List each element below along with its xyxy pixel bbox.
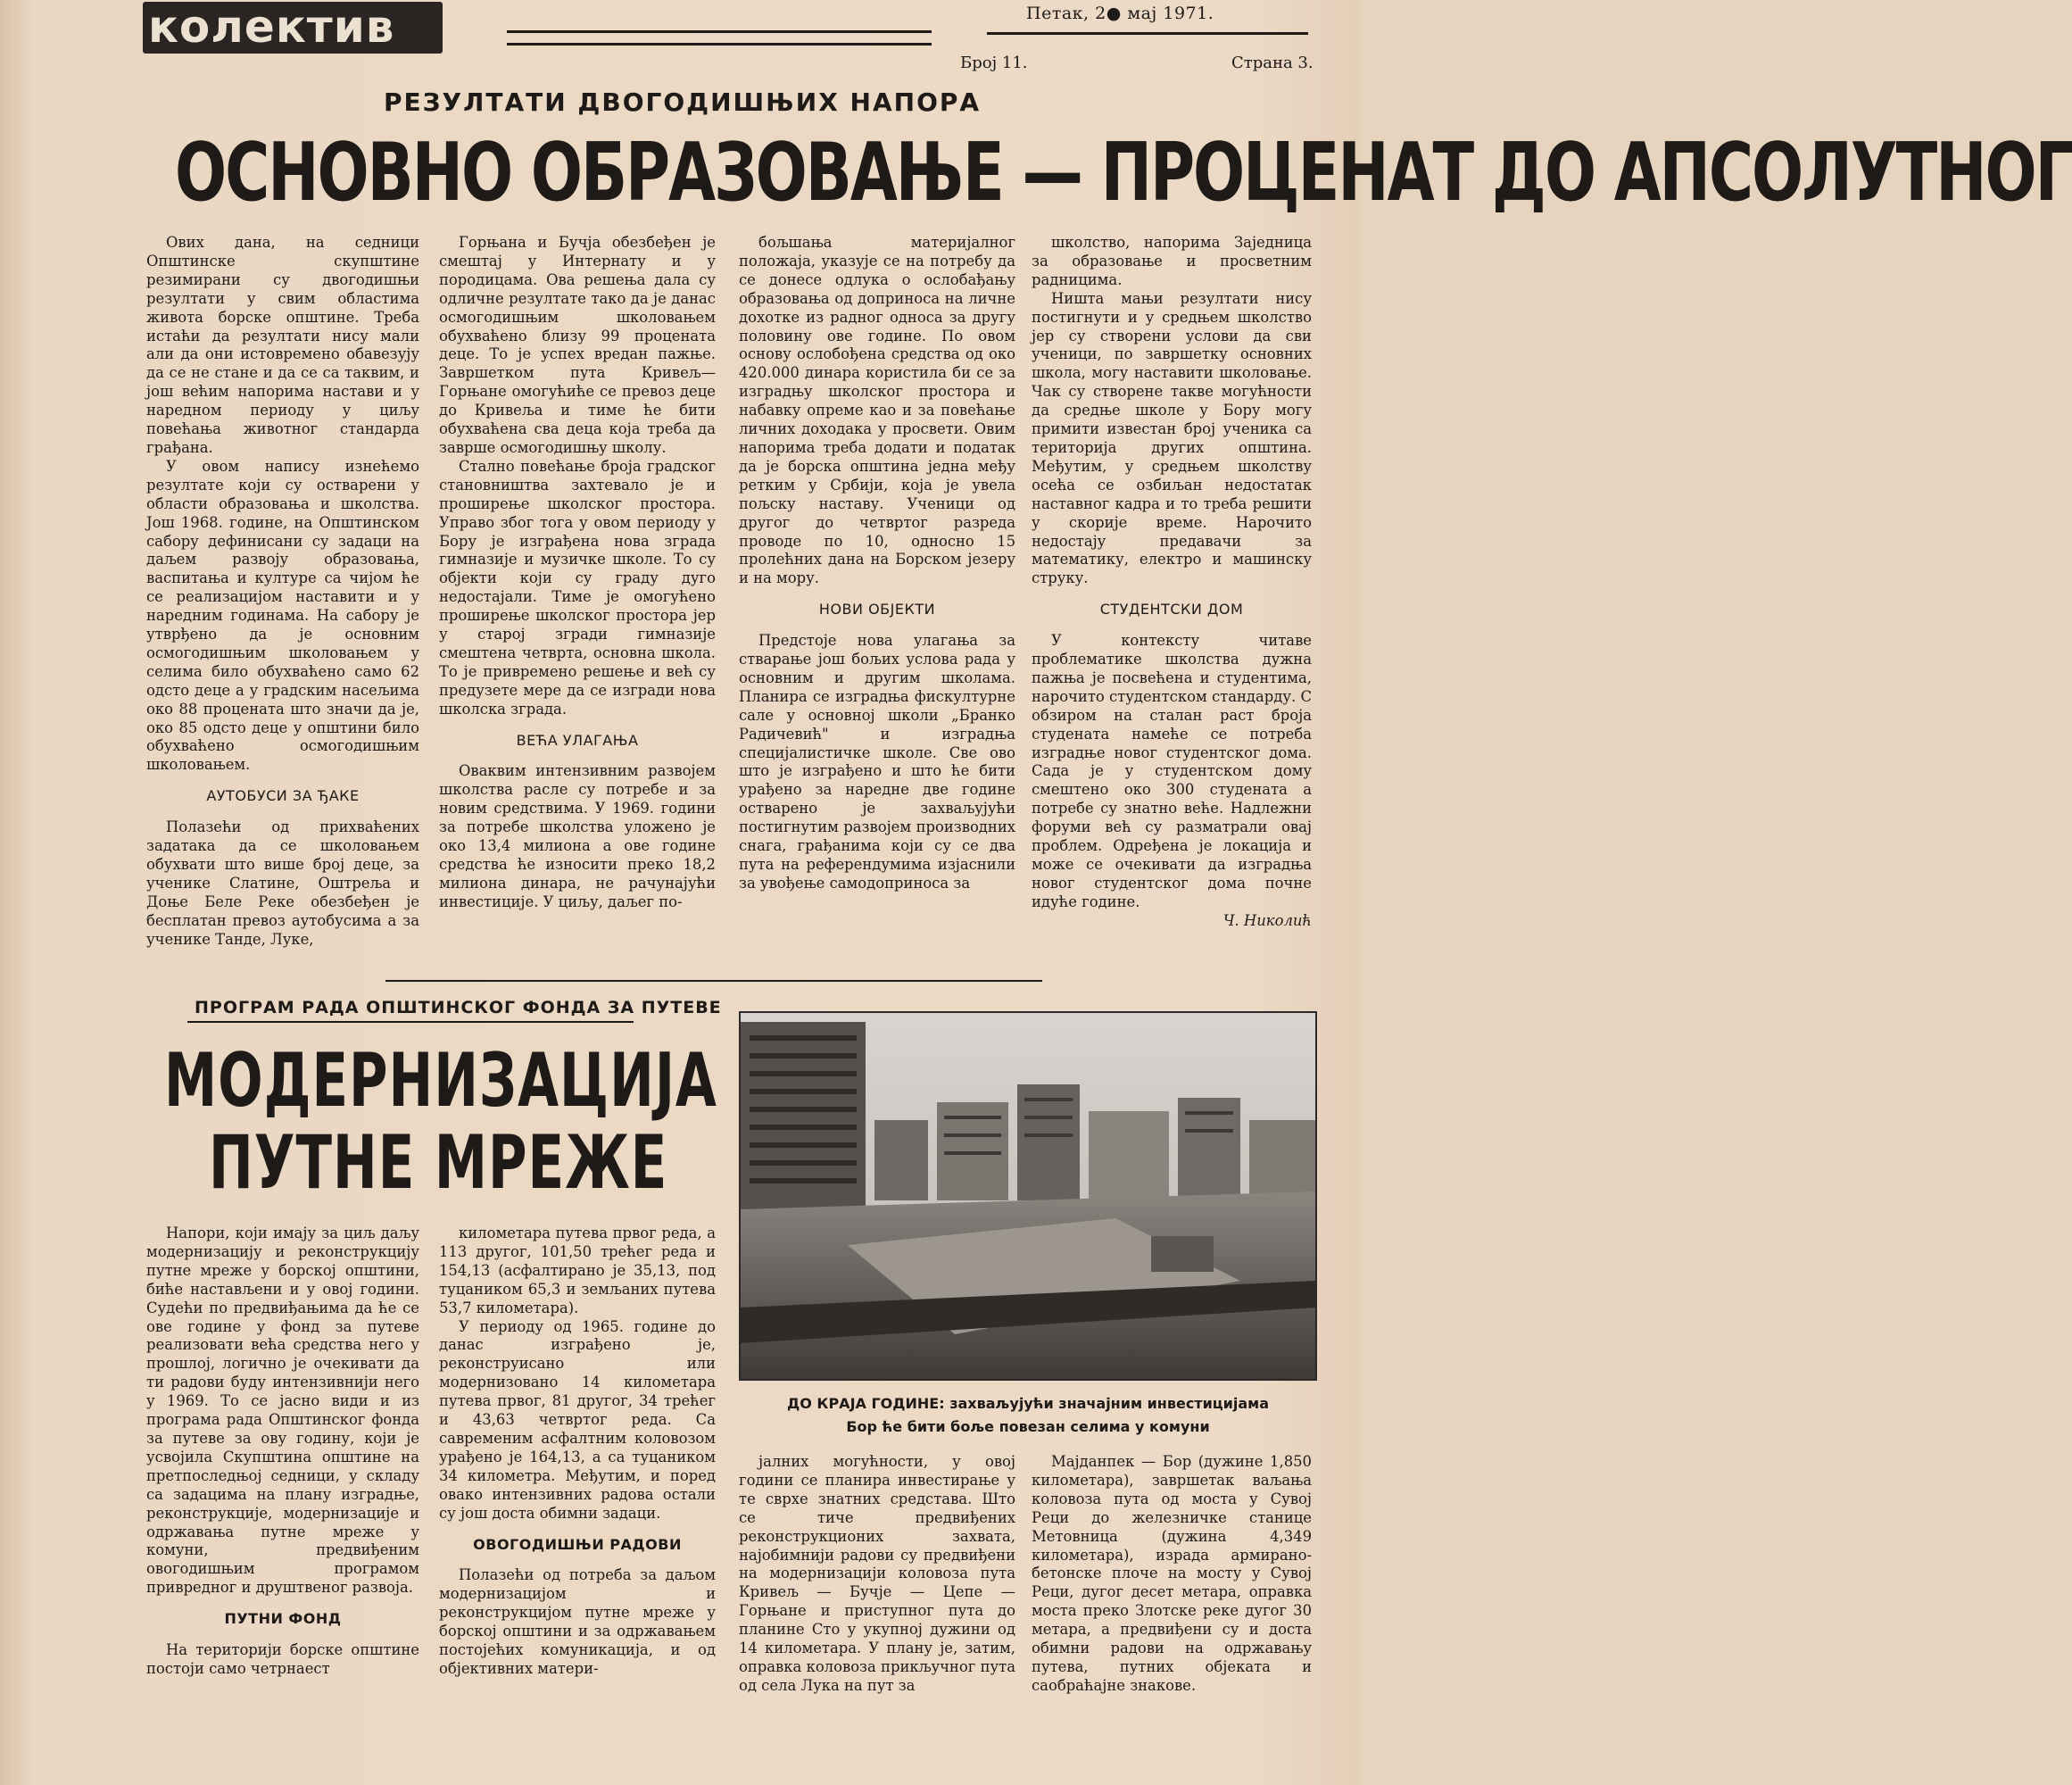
kicker-underline bbox=[187, 1021, 634, 1023]
paragraph: У овом напису изнећемо резултате који су остварени у области образовања и школства. Још 1968. године, на Општинском сабору дефинисани су задаци на даљем развоју образовања, васпитања и културе са чијом ће се реализацијом наставити и у наредним годинама. На сабору је утврђено да је основним осмогодишњим школовањем у селима било обухваћено само 62 одсто деце а у градским насељима око 88 процената што значи да је, око 85 одсто деце у општини било обухваћено осмогодишњим школовањем. bbox=[146, 457, 419, 774]
paragraph: У периоду од 1965. године до данас изграђено је, реконструисано или модернизовано 14 километара путева првог, 81 другог, 34 трећег и 43,63 четвртог реда. Са савременим асфалтним коловозом урађено је 164,13, а са туцаником 34 километра. Међутим, и поред овако интензивних радова остали су још доста обимни задаци. bbox=[439, 1317, 716, 1522]
paragraph: Полазећи од потреба за даљом модернизацијом и реконструкцијом путне мреже у борској општини и за одржавањем постојећих комуникација, и од објективних матери- bbox=[439, 1566, 716, 1677]
masthead-rule bbox=[507, 30, 932, 33]
paragraph: школство, напорима Заједница за образовање и просветним радницима. bbox=[1032, 234, 1312, 288]
article-column bbox=[146, 234, 419, 957]
byline: Ч. Николић bbox=[1222, 911, 1312, 929]
issue-date: Петак, 2● мај 1971. bbox=[1026, 4, 1214, 23]
paragraph: Предстоје нова улагања за стварање још бољих услова рада у основним и другим школама. Планира се изградња фискултурне сале у основној школи „Бранко Радичевић" и изградња специјалистичке школе. Све ово што је изграђено и што ће бити урађено за наредне две године остварено је захваљујући постигнутим развојем производних снага, грађанима који су се два пута на референдумима изјаснили за увођење самодоприноса за bbox=[739, 632, 1015, 892]
paragraph: Оваквим интензивним развојем школства расле су потребе и за новим средствима. У 1969. години за потребе школства уложено је око 13,4 милиона а ове године средства ће износити преко 18,2 милиона динара, не рачунајући инвестиције. У циљу, даљег по- bbox=[439, 762, 716, 910]
article-column bbox=[1032, 1453, 1312, 1756]
paragraph: У контексту читаве проблематике школства дужна пажња је посвећена и студентима, нарочито студентском стандарду. С обзиром на сталан раст броја студената намеће се потреба изградње новог студентског дома. Сада је у студентском дому смештено око 300 студената а потребе су знатно веће. Надлежни форуми већ су разматрали овај проблем. Одређена је локација и може се очекивати да изградња новог студентског дома почне идуће године. bbox=[1032, 632, 1312, 910]
masthead-rule bbox=[987, 32, 1308, 35]
page-number: Страна 3. bbox=[1231, 54, 1314, 72]
article-column bbox=[439, 234, 716, 957]
caption-line: ДО КРАЈА ГОДИНЕ: захваљујући значајним инвестицијама bbox=[786, 1395, 1270, 1412]
article-headline: ОСНОВНО ОБРАЗОВАЊЕ — ПРОЦЕНАТ ДО АПСОЛУТНОГ bbox=[175, 125, 2072, 220]
issue-number: Број 11. bbox=[960, 54, 1028, 72]
section-divider bbox=[385, 980, 1042, 982]
section-heading: СТУДЕНТСКИ ДОМ bbox=[1099, 601, 1244, 619]
article-column bbox=[1032, 234, 1312, 966]
paragraph: бољшања материјалног положаја, указује се на потребу да се донесе одлука о ослобађању образовања од доприноса на личне дохотке из радног односа за другу половину ове године. По овом основу ослобођена средства од око 420.000 динара користила би се за изградњу школског простора и набавку опреме као и за повећање личних доходака у просвети. Овим напорима треба додати и податак да је борска општина једна међу ретким у Србији, која је увела пољску наставу. Ученици од другог до четвртог разреда проводе по 10, односно 15 пролећних дана на Борском језеру и на мору. bbox=[739, 234, 1015, 587]
article-kicker: ПРОГРАМ РАДА ОПШТИНСКОГ ФОНДА ЗА ПУТЕВЕ bbox=[195, 998, 722, 1017]
caption-line: Бор ће бити боље повезан селима у комуни bbox=[846, 1418, 1210, 1435]
article-column bbox=[146, 1225, 419, 1751]
paragraph: Стално повећање броја градског становништва захтевало је и проширење школског простора. Управо због тога у овом периоду у Бору је изграђена нова зграда гимназије и музичке школе. То су објекти који су граду дуго недостајали. Тиме је омогућено проширење школског простора јер у старој згради гимназије смештена четврта, основна школа. То је привремено решење и већ су предузете мере да се изгради нова школска зграда. bbox=[439, 457, 716, 718]
section-heading: ОВОГОДИШЊИ РАДОВИ bbox=[473, 1535, 682, 1553]
article-kicker: РЕЗУЛТАТИ ДВОГОДИШЊИХ НАПОРА bbox=[384, 87, 982, 117]
article-headline: ПУТНЕ МРЕЖЕ bbox=[209, 1119, 668, 1206]
masthead-rule bbox=[507, 43, 932, 46]
photo-caption bbox=[742, 1392, 1314, 1439]
section-heading: АУТОБУСИ ЗА ЂАКЕ bbox=[206, 787, 360, 805]
section-heading: ВЕЋА УЛАГАЊА bbox=[516, 731, 639, 749]
paragraph: Полазећи од прихваћених задатака да се школовањем обухвати што више број деце, за ученике Слатине, Оштреља и Доње Беле Реке обезбеђен је бесплатан превоз аутобусима а за ученике Танде, Луке, bbox=[146, 818, 419, 948]
paragraph: Горњана и Бучја обезбеђен је смештај у Интернату и у породицама. Ова решења дала су одличне резултате тако да је данас осмогодишњим школовањем обухваћено близу 99 процената деце. То је успех вредан пажње. Завршетком пута Кривељ—Горњане омогућиће се превоз деце до Кривеља и тиме ће бити обухваћена сва деца која треба да заврше осмогодишњу школу. bbox=[439, 234, 716, 456]
section-heading: ПУТНИ ФОНД bbox=[224, 1610, 342, 1628]
article-column bbox=[739, 1453, 1015, 1756]
paragraph: јалних могућности, у овој години се планира инвестирање у те сврхе знатних средстава. Што се тиче предвиђених реконструкционих захвата, најобимнији радови су предвиђени на модернизацији коловоза пута Кривељ — Бучје — Цепе — Горњане и приступног пута до планине Сто у укупној дужини од 14 километара. У плану је, затим, оправка коловоза прикључног пута од села Лука на пут за bbox=[739, 1453, 1015, 1694]
paragraph: На територији борске општине постоји само четрнаест bbox=[146, 1641, 419, 1677]
article-headline: МОДЕРНИЗАЦИЈА bbox=[164, 1037, 717, 1124]
paragraph: километара путева првог реда, а 113 другог, 101,50 трећег реда и 154,13 (асфалтирано је 35,13, под туцаником 65,3 и земљаних путева 53,7 километара). bbox=[439, 1225, 716, 1316]
article-column bbox=[439, 1225, 716, 1751]
section-heading: НОВИ ОБЈЕКТИ bbox=[818, 601, 936, 619]
paragraph: Напори, који имају за циљ даљу модернизацију и реконструкцију путне мреже у борској општини, биће настављени и у овој години. Судећи по предвиђањима да ће се ове године у фонд за путеве реализовати већа средства него у прошлој, логично је очекивати да ти радови буду интензивнији него у 1969. То се јасно види и из програма рада Општинског фонда за путеве за ову годину, који је усвојила Скупштина општине на претпоследњој седници, у складу са задацима на плану изградње, реконструкције, модернизације и одржавања путне мреже у комуни, предвиђеним овогодишњим програмом привредног и друштвеног развоја. bbox=[146, 1225, 419, 1597]
city-photo bbox=[739, 1011, 1317, 1381]
paragraph: Мајданпек — Бор (дужине 1,850 километара), завршетак ваљања коловоза пута од моста у Сувој Реци до железничке станице Метовница (дужина 4,349 километара), израда армирано-бетонске плоче на мосту у Сувој Реци, дугог десет метара, оправка моста преко Злотске реке дугог 30 метара, а предвиђени су и доста обимни радови на одржавању путева, путних објеката и саобраћајне знакове. bbox=[1032, 1453, 1312, 1694]
masthead-logo: колектив bbox=[143, 2, 443, 54]
paragraph: Ових дана, на седници Општинске скупштине резимирани су двогодишњи резултати у свим областима живота борске општине. Треба истаћи да резултати нису мали али да они истовремено обавезују да се не стане и да се са таквим, и још већим напорима настави и у наредном периоду у циљу повећања животног стандарда грађана. bbox=[146, 234, 419, 456]
paragraph: Ништа мањи резултати нису постигнути и у средњем школство јер су створени услови да сви ученици, по завршетку основних школа, могу наставити школовање. Чак су створене такве могућности да средње школе у Бору могу примити известан број ученика са територија других општина. Међутим, у средњем школству осећа се озбиљан недостатак наставног кадра и то треба решити у скорије време. Нарочито недостају предавачи за математику, електро и машинску струку. bbox=[1032, 289, 1312, 587]
article-column bbox=[739, 234, 1015, 957]
